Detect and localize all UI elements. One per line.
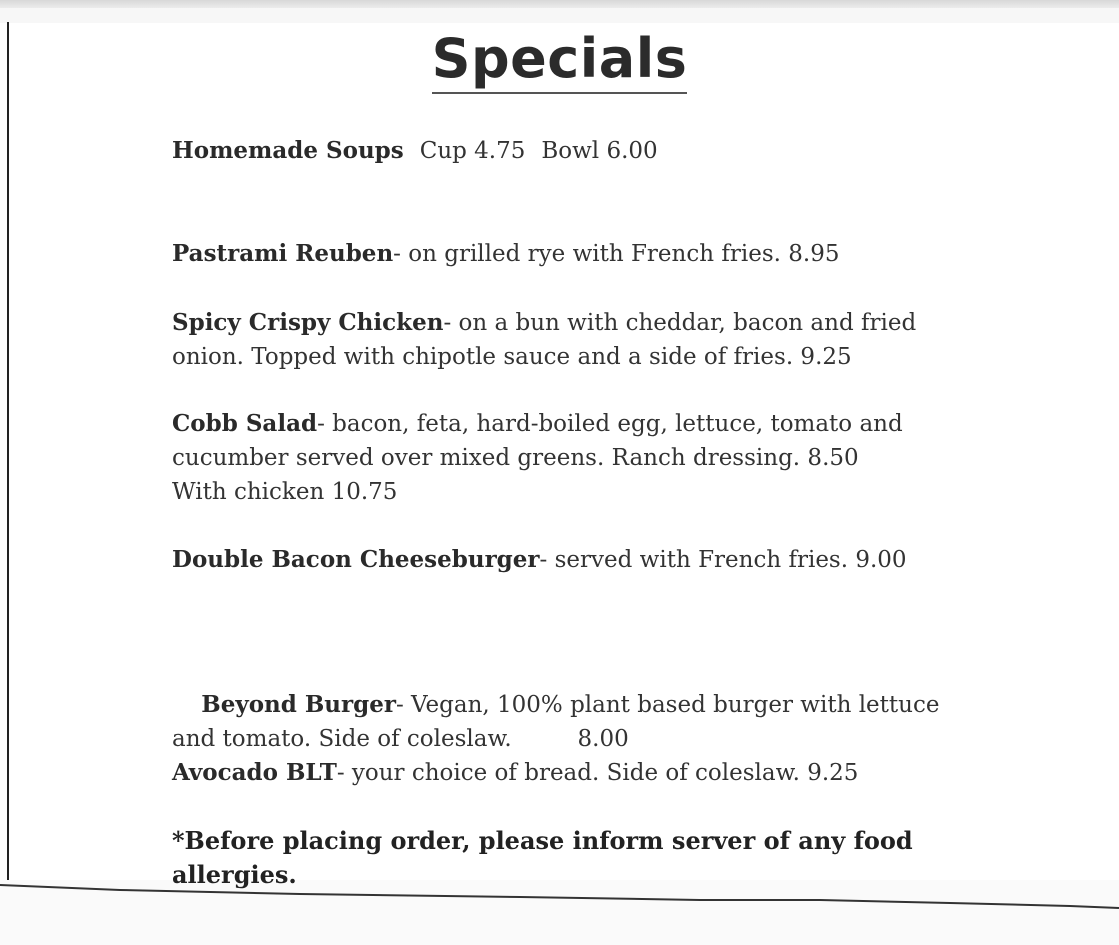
item-name: Pastrami Reuben	[172, 240, 394, 267]
item-name: Avocado BLT	[172, 759, 337, 786]
allergy-note: *Before placing order, please inform server of any food allergies.	[172, 826, 913, 889]
paper-left-edge	[7, 22, 9, 945]
menu-item-avocado-blt	[172, 756, 962, 790]
item-description: - served with French fries. 9.00	[539, 547, 907, 573]
scanner-margin	[0, 8, 1119, 23]
soups-name: Homemade Soups	[172, 137, 404, 164]
item-description: - on grilled rye with French fries. 8.95	[393, 241, 840, 267]
scanner-top-edge	[0, 0, 1119, 8]
item-description: - Vegan, 100% plant based burger with lettuce and tomato. Side of coleslaw. 8.00	[172, 692, 947, 752]
item-extra-price: With chicken 10.75	[172, 479, 398, 505]
menu-item-cobb-salad	[172, 407, 962, 509]
menu-title-text: Specials	[432, 26, 688, 94]
item-name: Double Bacon Cheeseburger	[172, 546, 540, 573]
item-description: - on a bun with cheddar, bacon and fried onion. Topped with chipotle sauce and a side of fries. 9.25	[172, 310, 917, 370]
menu-item-pastrami-reuben	[172, 237, 962, 271]
soups-cup-price: Cup 4.75	[419, 138, 526, 164]
item-name: Beyond Burger	[201, 691, 396, 718]
menu-title	[0, 26, 1119, 94]
item-description: - your choice of bread. Side of coleslaw. 9.25	[336, 760, 859, 786]
item-description: - bacon, feta, hard-boiled egg, lettuce, tomato and cucumber served over mixed greens. Ranch dressing. 8.50	[172, 411, 903, 471]
menu-item-soups	[172, 134, 962, 168]
menu-item-double-bacon-cheeseburger	[172, 543, 962, 577]
item-name: Spicy Crispy Chicken	[172, 309, 444, 336]
menu-item-spicy-crispy-chicken	[172, 306, 962, 374]
soups-bowl-price: Bowl 6.00	[541, 138, 658, 164]
item-name: Cobb Salad	[172, 410, 318, 437]
